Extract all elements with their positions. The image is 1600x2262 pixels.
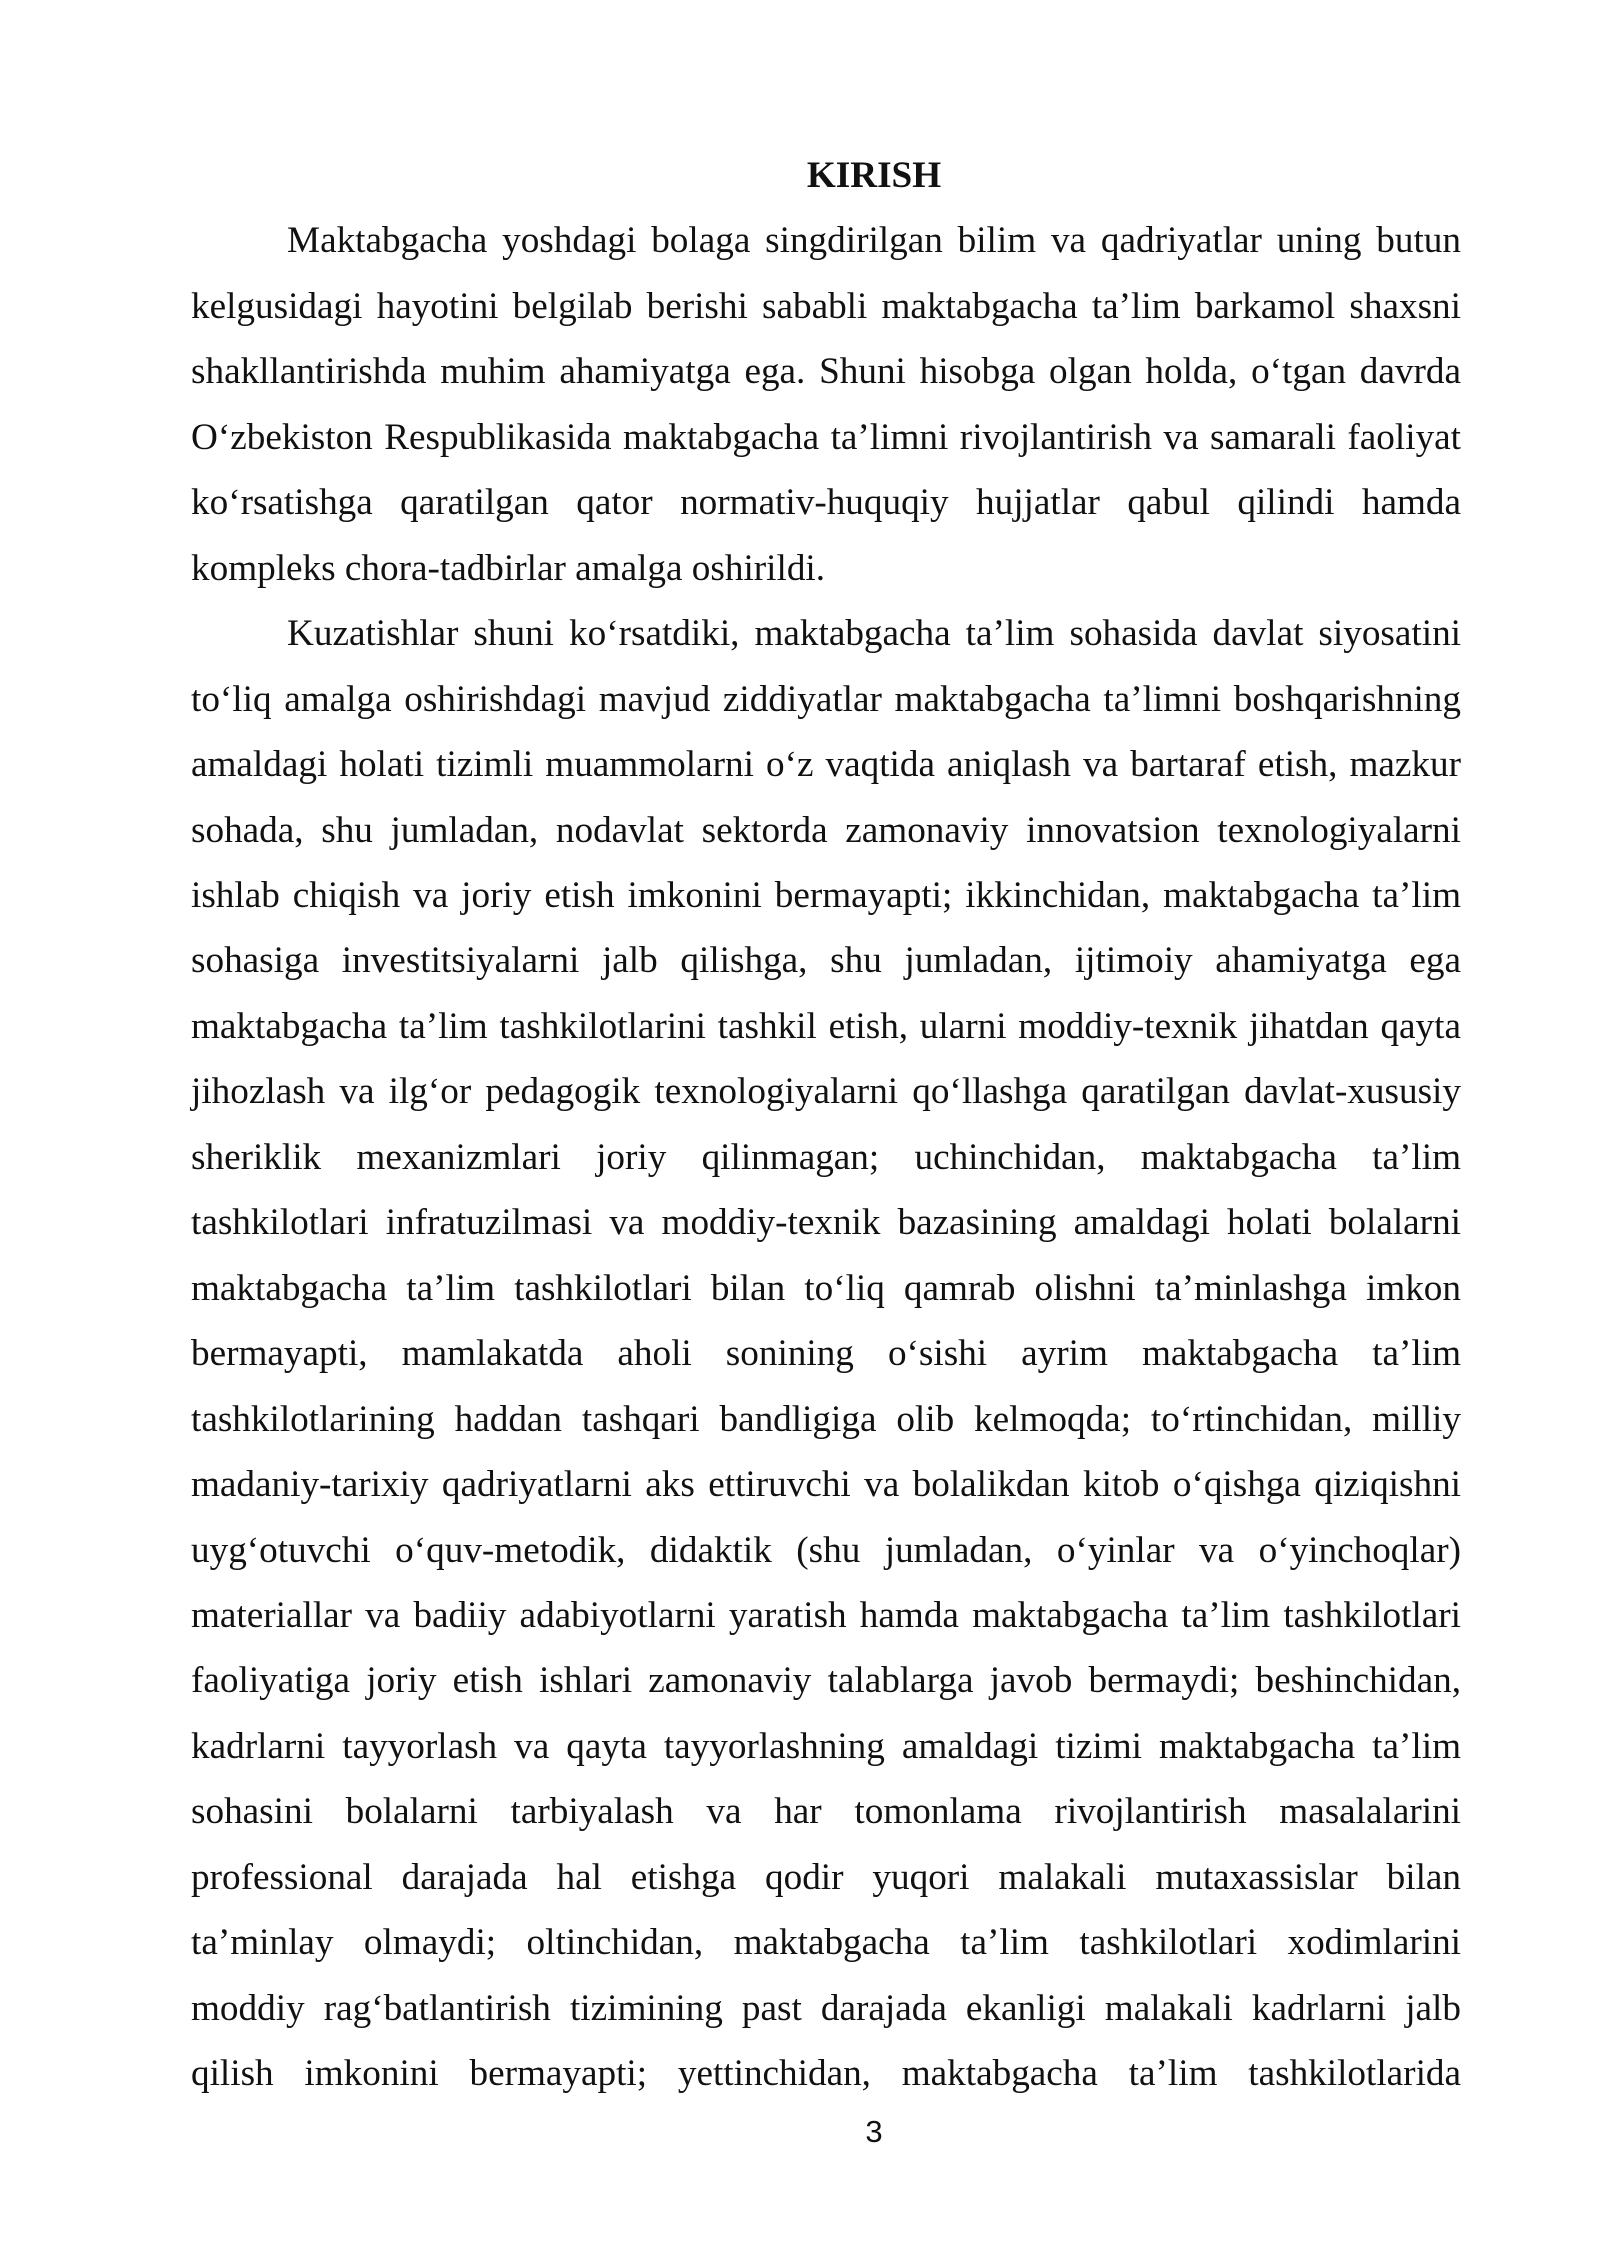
body-paragraph — [191, 601, 1461, 2106]
text-line: kelgusidagi hayotini belgilab berishi sababli maktabgacha ta’lim barkamol shaxsni — [191, 285, 1461, 327]
text-line: amaldagi holati tizimli muammolarni o‘z vaqtida aniqlash va bartaraf etish, mazkur — [191, 744, 1461, 786]
text-line: sohasini bolalarni tarbiyalash va har tomonlama rivojlantirish masalalarini — [191, 1791, 1461, 1833]
page-number: 3 — [865, 2114, 883, 2149]
text-line: tashkilotlarining haddan tashqari bandligiga olib kelmoqda; to‘rtinchidan, milliy — [191, 1398, 1461, 1440]
text-line: O‘zbekiston Respublikasida maktabgacha ta’limni rivojlantirish va samarali faoliyat — [191, 416, 1461, 458]
text-line: kadrlarni tayyorlash va qayta tayyorlashning amaldagi tizimi maktabgacha ta’lim — [191, 1725, 1461, 1767]
section-heading: KIRISH — [806, 155, 942, 196]
text-line: bermayapti, mamlakatda aholi sonining o‘sishi ayrim maktabgacha ta’lim — [191, 1333, 1461, 1375]
text-line: qilish imkonini bermayapti; yettinchidan, maktabgacha ta’lim tashkilotlarida — [191, 2053, 1461, 2095]
text-line: sohada, shu jumladan, nodavlat sektorda zamonaviy innovatsion texnologiyalarni — [191, 809, 1461, 851]
text-line: Kuzatishlar shuni ko‘rsatdiki, maktabgacha ta’lim sohasida davlat siyosatini — [287, 613, 1461, 655]
text-line: professional darajada hal etishga qodir yuqori malakali mutaxassislar bilan — [191, 1856, 1461, 1898]
text-line: ishlab chiqish va joriy etish imkonini bermayapti; ikkinchidan, maktabgacha ta’lim — [191, 874, 1461, 916]
body-paragraph — [191, 208, 1461, 601]
text-line: sohasiga investitsiyalarni jalb qilishga, shu jumladan, ijtimoiy ahamiyatga ega — [191, 940, 1461, 982]
text-block — [191, 143, 1461, 2107]
text-line: kompleks chora-tadbirlar amalga oshirildi. — [191, 547, 826, 589]
text-line: ko‘rsatishga qaratilgan qator normativ-huquqiy hujjatlar qabul qilindi hamda — [191, 482, 1461, 524]
text-line: madaniy-tarixiy qadriyatlarni aks ettiruvchi va bolalikdan kitob o‘qishga qiziqishni — [191, 1464, 1461, 1506]
text-line: maktabgacha ta’lim tashkilotlari bilan to‘liq qamrab olishni ta’minlashga imkon — [191, 1267, 1461, 1309]
text-line: tashkilotlari infratuzilmasi va moddiy-texnik bazasining amaldagi holati bolalarni — [191, 1202, 1461, 1244]
text-line: ta’minlay olmaydi; oltinchidan, maktabgacha ta’lim tashkilotlari xodimlarini — [191, 1922, 1461, 1964]
text-line: Maktabgacha yoshdagi bolaga singdirilgan bilim va qadriyatlar uning butun — [287, 220, 1461, 262]
text-line: faoliyatiga joriy etish ishlari zamonaviy talablarga javob bermaydi; beshinchidan, — [191, 1660, 1461, 1702]
text-line: maktabgacha ta’lim tashkilotlarini tashkil etish, ularni moddiy-texnik jihatdan qayta — [191, 1005, 1461, 1047]
text-line: jihozlash va ilg‘or pedagogik texnologiyalarni qo‘llashga qaratilgan davlat-xususiy — [191, 1071, 1461, 1113]
text-line: shakllantirishda muhim ahamiyatga ega. Shuni hisobga olgan holda, o‘tgan davrda — [191, 351, 1461, 393]
text-line: uyg‘otuvchi o‘quv-metodik, didaktik (shu jumladan, o‘yinlar va o‘yinchoqlar) — [191, 1529, 1461, 1571]
text-line: sheriklik mexanizmlari joriy qilinmagan; uchinchidan, maktabgacha ta’lim — [191, 1136, 1461, 1178]
text-line: moddiy rag‘batlantirish tizimining past darajada ekanligi malakali kadrlarni jalb — [191, 1987, 1461, 2029]
text-line: materiallar va badiiy adabiyotlarni yaratish hamda maktabgacha ta’lim tashkilotlari — [191, 1594, 1461, 1636]
text-line: to‘liq amalga oshirishdagi mavjud ziddiyatlar maktabgacha ta’limni boshqarishning — [191, 678, 1461, 720]
